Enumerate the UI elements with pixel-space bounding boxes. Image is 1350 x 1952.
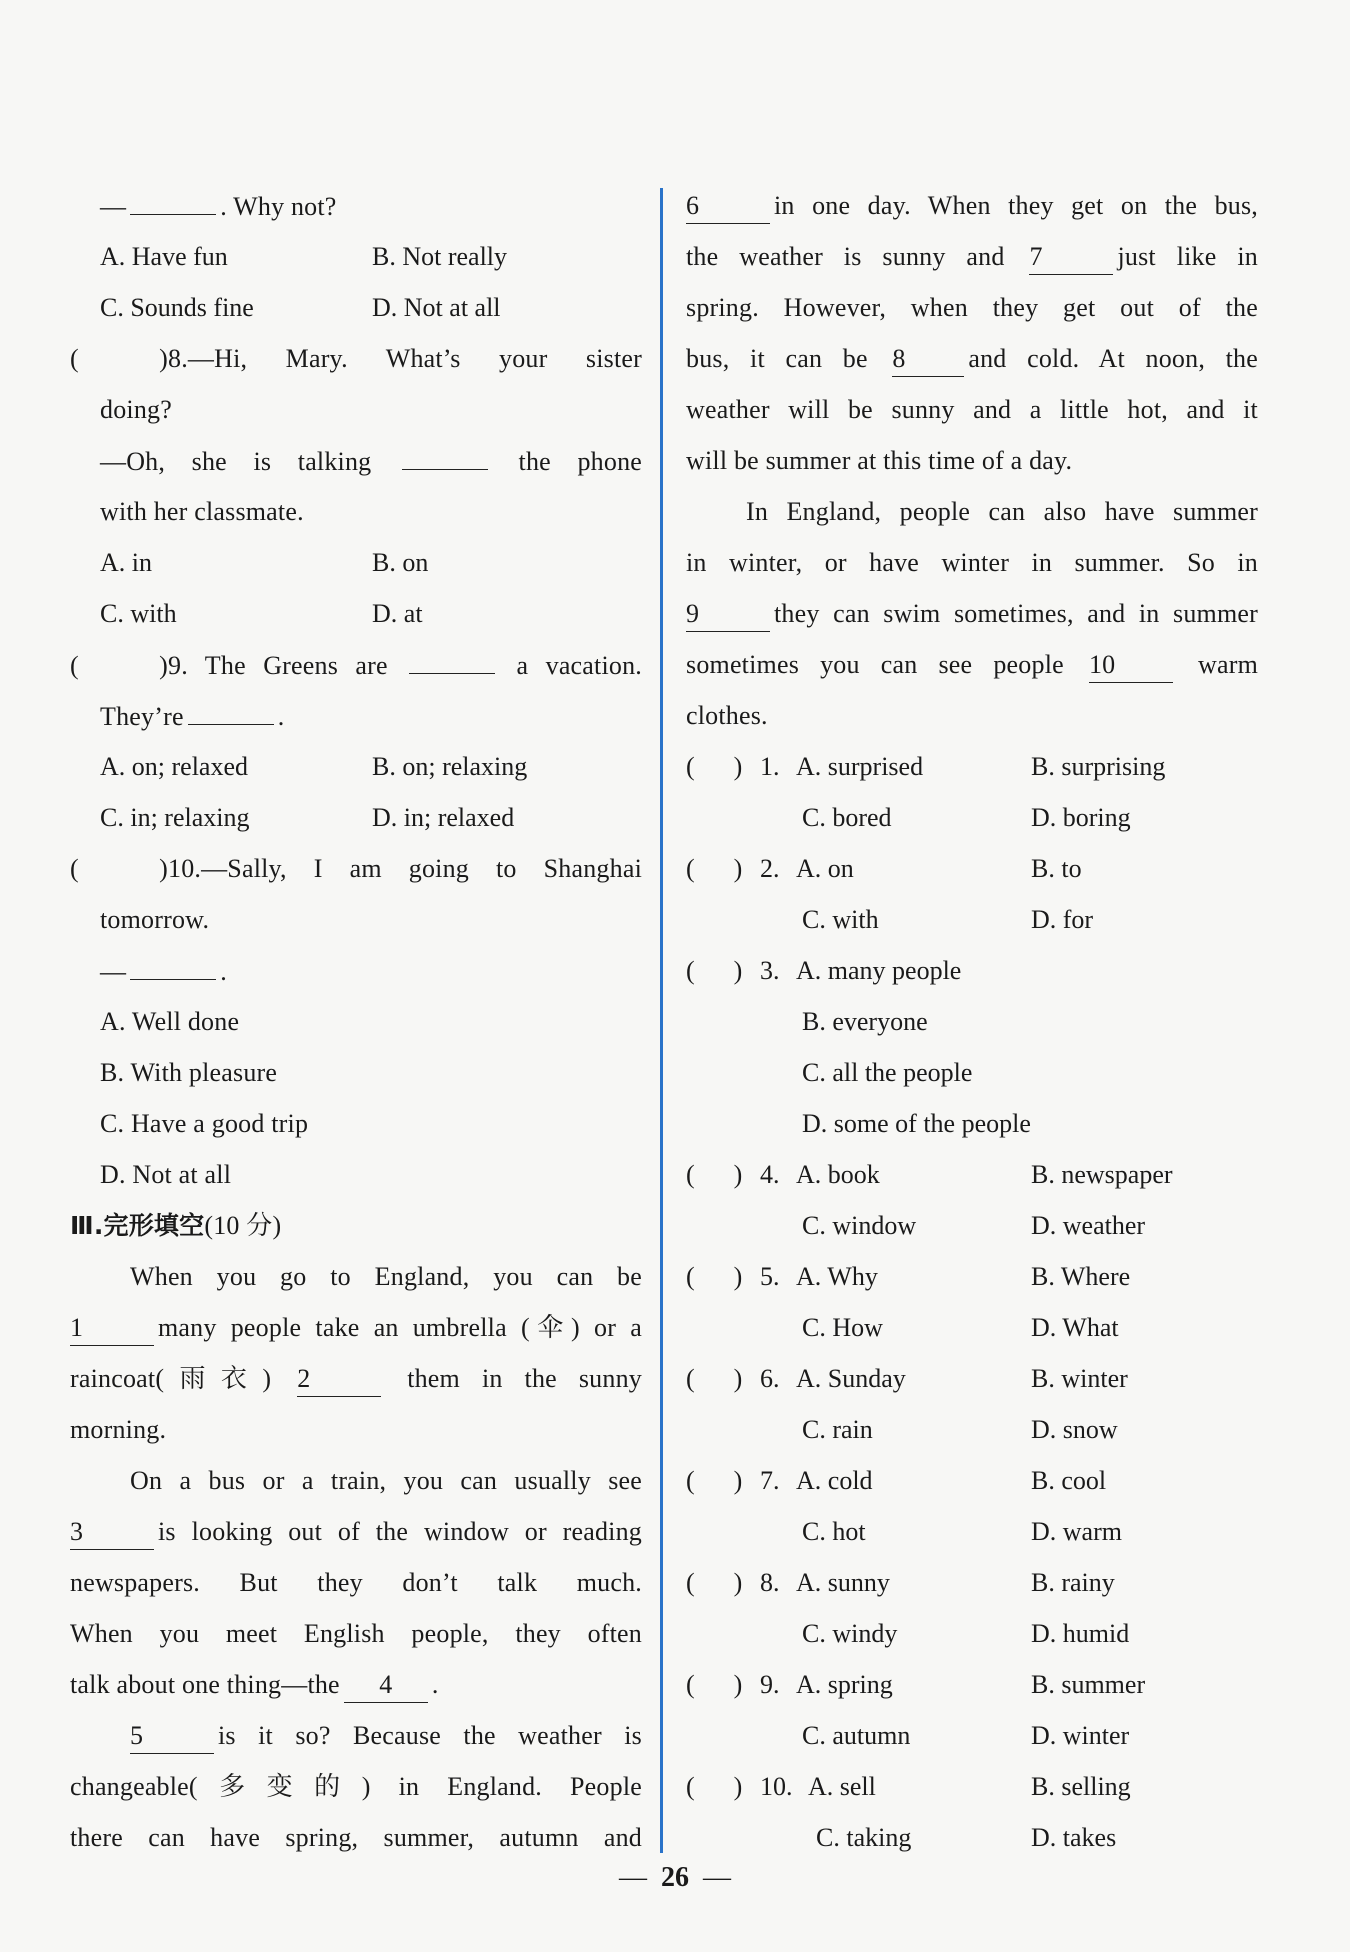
cloze-blank-6[interactable]: 6 xyxy=(686,189,770,224)
cloze-q3-row-4 xyxy=(686,1098,1258,1149)
cloze-q4-option-a[interactable]: A. book xyxy=(796,1160,880,1189)
cloze-q6-number: 6. xyxy=(760,1364,780,1393)
passage-p3-line-1-text: is it so? Because the weather is xyxy=(218,1721,642,1750)
cloze-q8-number: 8. xyxy=(760,1568,780,1597)
q9-option-c[interactable]: C. in; relaxing xyxy=(100,803,250,832)
q8-options-row-2 xyxy=(70,588,642,639)
q10-line-1 xyxy=(70,843,642,894)
q7-options-row-1 xyxy=(70,231,642,282)
q8-line-3-suffix: the phone xyxy=(518,447,643,476)
passage-p1-line-4: morning. xyxy=(70,1415,167,1444)
right-column xyxy=(686,180,1258,1863)
cloze-q2-number: 2. xyxy=(760,854,780,883)
cloze-q6-row-2 xyxy=(686,1404,1258,1455)
passage-p2-line-1: On a bus or a train, you can usually see xyxy=(130,1466,642,1495)
section-3-title: Ⅲ.完形填空 xyxy=(70,1211,205,1240)
q9-answer-blank-1[interactable] xyxy=(409,639,495,674)
page-number-dash-left: — xyxy=(619,1862,647,1893)
cloze-blank-10[interactable]: 10 xyxy=(1089,648,1173,683)
passage-p2-line-4: When you meet English people, they often xyxy=(70,1619,642,1648)
q7-option-a[interactable]: A. Have fun xyxy=(100,242,228,271)
cloze-q5-number: 5. xyxy=(760,1262,780,1291)
cloze-q2-answer-paren[interactable]: ( ) xyxy=(686,854,743,883)
q8-line-2: doing? xyxy=(100,395,172,424)
passage-r-line-1 xyxy=(686,180,1258,231)
q10-option-a[interactable]: A. Well done xyxy=(100,1007,240,1036)
q7-answer-blank[interactable] xyxy=(130,180,216,215)
cloze-q10-option-c[interactable]: C. taking xyxy=(816,1823,912,1852)
cloze-q6-option-d[interactable]: D. snow xyxy=(1031,1415,1118,1444)
q10-answer-paren[interactable]: ( ) xyxy=(70,854,168,883)
cloze-q7-option-c[interactable]: C. hot xyxy=(802,1517,866,1546)
left-column xyxy=(70,180,642,1863)
cloze-q8-option-d[interactable]: D. humid xyxy=(1031,1619,1130,1648)
cloze-q3-row-2 xyxy=(686,996,1258,1047)
cloze-q7-number: 7. xyxy=(760,1466,780,1495)
cloze-q3-option-c[interactable]: C. all the people xyxy=(802,1058,973,1087)
cloze-blank-3[interactable]: 3 xyxy=(70,1515,154,1550)
cloze-q5-answer-paren[interactable]: ( ) xyxy=(686,1262,743,1291)
cloze-q1-option-d[interactable]: D. boring xyxy=(1031,803,1131,832)
passage-r-line-9 xyxy=(686,588,1258,639)
passage-p1-line-3-suffix: them in the sunny xyxy=(407,1364,642,1393)
cloze-q3-number: 3. xyxy=(760,956,780,985)
q9-line-2-suffix: . xyxy=(277,702,285,731)
cloze-q2-option-b[interactable]: B. to xyxy=(1031,854,1082,883)
passage-p2-line-2-text: is looking out of the window or reading xyxy=(158,1517,642,1546)
cloze-q2-option-c[interactable]: C. with xyxy=(802,905,879,934)
cloze-q4-number: 4. xyxy=(760,1160,780,1189)
cloze-q1-option-c[interactable]: C. bored xyxy=(802,803,892,832)
cloze-blank-8[interactable]: 8 xyxy=(892,342,964,377)
passage-p1-line-2 xyxy=(70,1302,642,1353)
cloze-q6-option-b[interactable]: B. winter xyxy=(1031,1364,1128,1393)
cloze-q8-answer-paren[interactable]: ( ) xyxy=(686,1568,743,1597)
cloze-q3-row-1 xyxy=(686,945,1258,996)
cloze-q10-option-d[interactable]: D. takes xyxy=(1031,1823,1117,1852)
cloze-q7-answer-paren[interactable]: ( ) xyxy=(686,1466,743,1495)
passage-r-line-6: will be summer at this time of a day. xyxy=(686,446,1073,475)
cloze-q7-row-2 xyxy=(686,1506,1258,1557)
q9-answer-blank-2[interactable] xyxy=(188,690,274,725)
cloze-q10-answer-paren[interactable]: ( ) xyxy=(686,1772,743,1801)
cloze-q6-answer-paren[interactable]: ( ) xyxy=(686,1364,743,1393)
q10-line-3-suffix: . xyxy=(220,957,227,986)
cloze-q3-option-d[interactable]: D. some of the people xyxy=(802,1109,1031,1138)
section-3-score: (10 分) xyxy=(204,1211,282,1240)
cloze-q9-answer-paren[interactable]: ( ) xyxy=(686,1670,743,1699)
q8-line-3-prefix: —Oh, she is talking xyxy=(100,447,372,476)
cloze-q3-row-3 xyxy=(686,1047,1258,1098)
cloze-q8-option-c[interactable]: C. windy xyxy=(802,1619,898,1648)
passage-r-line-1-text: in one day. When they get on the bus, xyxy=(774,191,1258,220)
cloze-q1-row-1 xyxy=(686,741,1258,792)
cloze-blank-9[interactable]: 9 xyxy=(686,597,770,632)
passage-p1-line-3-prefix: raincoat(雨衣) xyxy=(70,1364,272,1393)
cloze-q9-option-d[interactable]: D. winter xyxy=(1031,1721,1130,1750)
passage-r-line-11: clothes. xyxy=(686,701,768,730)
passage-r-line-10 xyxy=(686,639,1258,690)
q8-question-text: 8.—Hi, Mary. What’s your sister xyxy=(168,344,642,373)
cloze-blank-1[interactable]: 1 xyxy=(70,1311,154,1346)
q8-line-3 xyxy=(70,435,642,486)
q9-option-b[interactable]: B. on; relaxing xyxy=(372,752,528,781)
cloze-q5-row-1 xyxy=(686,1251,1258,1302)
passage-p3-line-2: changeable(多变的) in England. People xyxy=(70,1772,642,1801)
passage-r-line-8: in winter, or have winter in summer. So in xyxy=(686,548,1258,577)
q8-line-1 xyxy=(70,333,642,384)
q8-option-a[interactable]: A. in xyxy=(100,548,152,577)
q9-line-2-prefix: They’re xyxy=(100,702,184,731)
passage-r-line-4 xyxy=(686,333,1258,384)
passage-r-line-5: weather will be sunny and a little hot, and it xyxy=(686,395,1258,424)
cloze-q8-row-1 xyxy=(686,1557,1258,1608)
passage-r-line-9-text: they can swim sometimes, and in summer xyxy=(774,599,1258,628)
passage-p2-line-3: newspapers. But they don’t talk much. xyxy=(70,1568,642,1597)
cloze-q7-option-b[interactable]: B. cool xyxy=(1031,1466,1107,1495)
passage-p1-line-2-text: many people take an umbrella (伞) or a xyxy=(158,1313,642,1342)
cloze-q1-option-a[interactable]: A. surprised xyxy=(796,752,924,781)
cloze-q5-option-d[interactable]: D. What xyxy=(1031,1313,1119,1342)
q9-line-2 xyxy=(70,690,642,741)
cloze-q10-option-b[interactable]: B. selling xyxy=(1031,1772,1131,1801)
cloze-q4-answer-paren[interactable]: ( ) xyxy=(686,1160,743,1189)
q10-option-c[interactable]: C. Have a good trip xyxy=(100,1109,309,1138)
cloze-q10-number: 10. xyxy=(760,1772,793,1801)
q8-line-4: with her classmate. xyxy=(100,497,304,526)
q8-option-b[interactable]: B. on xyxy=(372,548,429,577)
q7-prompt-prefix: — xyxy=(100,192,127,221)
passage-p1-line-1: When you go to England, you can be xyxy=(130,1262,642,1291)
passage-p3-line-3: there can have spring, summer, autumn and xyxy=(70,1823,642,1852)
cloze-q5-row-2 xyxy=(686,1302,1258,1353)
q10-line-2: tomorrow. xyxy=(100,905,210,934)
cloze-q5-option-b[interactable]: B. Where xyxy=(1031,1262,1131,1291)
cloze-q2-row-1 xyxy=(686,843,1258,894)
cloze-q10-row-1 xyxy=(686,1761,1258,1812)
q7-prompt-suffix: . Why not? xyxy=(220,192,337,221)
passage-p2-line-5-suffix: . xyxy=(431,1670,439,1699)
q9-line-1 xyxy=(70,639,642,690)
cloze-q8-option-b[interactable]: B. rainy xyxy=(1031,1568,1115,1597)
q7-option-d[interactable]: D. Not at all xyxy=(372,293,501,322)
page-number-dash-right: — xyxy=(703,1862,731,1893)
cloze-q5-option-c[interactable]: C. How xyxy=(802,1313,883,1342)
cloze-blank-5[interactable]: 5 xyxy=(130,1719,214,1754)
passage-r-line-2 xyxy=(686,231,1258,282)
q7-option-c[interactable]: C. Sounds fine xyxy=(100,293,254,322)
cloze-q8-row-2 xyxy=(686,1608,1258,1659)
page-number-value: 26 xyxy=(661,1862,689,1893)
section-3-heading xyxy=(70,1200,642,1251)
passage-r-line-3: spring. However, when they get out of the xyxy=(686,293,1258,322)
q7-prompt xyxy=(70,180,642,231)
cloze-q9-row-1 xyxy=(686,1659,1258,1710)
q7-option-b[interactable]: B. Not really xyxy=(372,242,508,271)
passage-p2-line-5 xyxy=(70,1659,642,1710)
q9-line-1-prefix: 9. The Greens are xyxy=(168,651,388,680)
cloze-q3-answer-paren[interactable]: ( ) xyxy=(686,956,743,985)
q10-line-3-prefix: — xyxy=(100,957,127,986)
passage-r-line-7: In England, people can also have summer xyxy=(746,497,1258,526)
q10-line-3 xyxy=(70,945,642,996)
q8-option-c[interactable]: C. with xyxy=(100,599,177,628)
cloze-q5-option-a[interactable]: A. Why xyxy=(796,1262,878,1291)
q10-option-d[interactable]: D. Not at all xyxy=(100,1160,232,1189)
q8-option-d[interactable]: D. at xyxy=(372,599,423,628)
column-divider xyxy=(660,188,663,1853)
cloze-blank-4[interactable]: 4 xyxy=(344,1668,428,1703)
cloze-q3-option-b[interactable]: B. everyone xyxy=(802,1007,928,1036)
q9-answer-paren[interactable]: ( ) xyxy=(70,651,168,680)
cloze-q6-row-1 xyxy=(686,1353,1258,1404)
cloze-q9-row-2 xyxy=(686,1710,1258,1761)
cloze-q8-option-a[interactable]: A. sunny xyxy=(796,1568,890,1597)
cloze-q2-option-a[interactable]: A. on xyxy=(796,854,854,883)
q9-option-d[interactable]: D. in; relaxed xyxy=(372,803,515,832)
passage-p2-line-2 xyxy=(70,1506,642,1557)
q10-option-b[interactable]: B. With pleasure xyxy=(100,1058,278,1087)
cloze-q1-number: 1. xyxy=(760,752,780,781)
q9-option-a[interactable]: A. on; relaxed xyxy=(100,752,249,781)
cloze-q2-option-d[interactable]: D. for xyxy=(1031,905,1094,934)
cloze-q1-row-2 xyxy=(686,792,1258,843)
cloze-q9-option-a[interactable]: A. spring xyxy=(796,1670,893,1699)
cloze-q4-option-c[interactable]: C. window xyxy=(802,1211,917,1240)
q8-answer-blank[interactable] xyxy=(402,435,488,470)
q7-options-row-2 xyxy=(70,282,642,333)
cloze-q1-answer-paren[interactable]: ( ) xyxy=(686,752,743,781)
cloze-blank-7[interactable]: 7 xyxy=(1029,240,1113,275)
cloze-q10-option-a[interactable]: A. sell xyxy=(808,1772,876,1801)
passage-r-line-10-prefix: sometimes you can see people xyxy=(686,650,1064,679)
cloze-q1-option-b[interactable]: B. surprising xyxy=(1031,752,1166,781)
cloze-q7-row-1 xyxy=(686,1455,1258,1506)
cloze-q4-row-2 xyxy=(686,1200,1258,1251)
passage-r-line-4-prefix: bus, it can be xyxy=(686,344,868,373)
passage-r-line-2-prefix: the weather is sunny and xyxy=(686,242,1005,271)
cloze-q10-row-2 xyxy=(686,1812,1258,1863)
cloze-q4-row-1 xyxy=(686,1149,1258,1200)
passage-p1-line-3 xyxy=(70,1353,642,1404)
q9-line-1-suffix: a vacation. xyxy=(516,651,642,680)
cloze-q4-option-b[interactable]: B. newspaper xyxy=(1031,1160,1173,1189)
cloze-q9-number: 9. xyxy=(760,1670,780,1699)
q9-options-row-1 xyxy=(70,741,642,792)
passage-r-line-10-suffix: warm xyxy=(1198,650,1259,679)
cloze-q6-option-c[interactable]: C. rain xyxy=(802,1415,873,1444)
q10-question-text: 10.—Sally, I am going to Shanghai xyxy=(168,854,642,883)
cloze-q7-option-a[interactable]: A. cold xyxy=(796,1466,873,1495)
q10-answer-blank[interactable] xyxy=(130,945,216,980)
cloze-q9-option-c[interactable]: C. autumn xyxy=(802,1721,911,1750)
cloze-blank-2[interactable]: 2 xyxy=(297,1362,381,1397)
cloze-q2-row-2 xyxy=(686,894,1258,945)
page-number xyxy=(0,1862,1350,1894)
passage-r-line-4-suffix: and cold. At noon, the xyxy=(968,344,1258,373)
q9-options-row-2 xyxy=(70,792,642,843)
cloze-q3-option-a[interactable]: A. many people xyxy=(796,956,962,985)
cloze-q9-option-b[interactable]: B. summer xyxy=(1031,1670,1146,1699)
cloze-q4-option-d[interactable]: D. weather xyxy=(1031,1211,1146,1240)
cloze-q6-option-a[interactable]: A. Sunday xyxy=(796,1364,906,1393)
passage-p2-line-5-prefix: talk about one thing—the xyxy=(70,1670,340,1699)
cloze-q7-option-d[interactable]: D. warm xyxy=(1031,1517,1122,1546)
q8-answer-paren[interactable]: ( ) xyxy=(70,344,168,373)
passage-r-line-2-suffix: just like in xyxy=(1117,242,1259,271)
q8-options-row-1 xyxy=(70,537,642,588)
passage-p3-line-1 xyxy=(70,1710,642,1761)
